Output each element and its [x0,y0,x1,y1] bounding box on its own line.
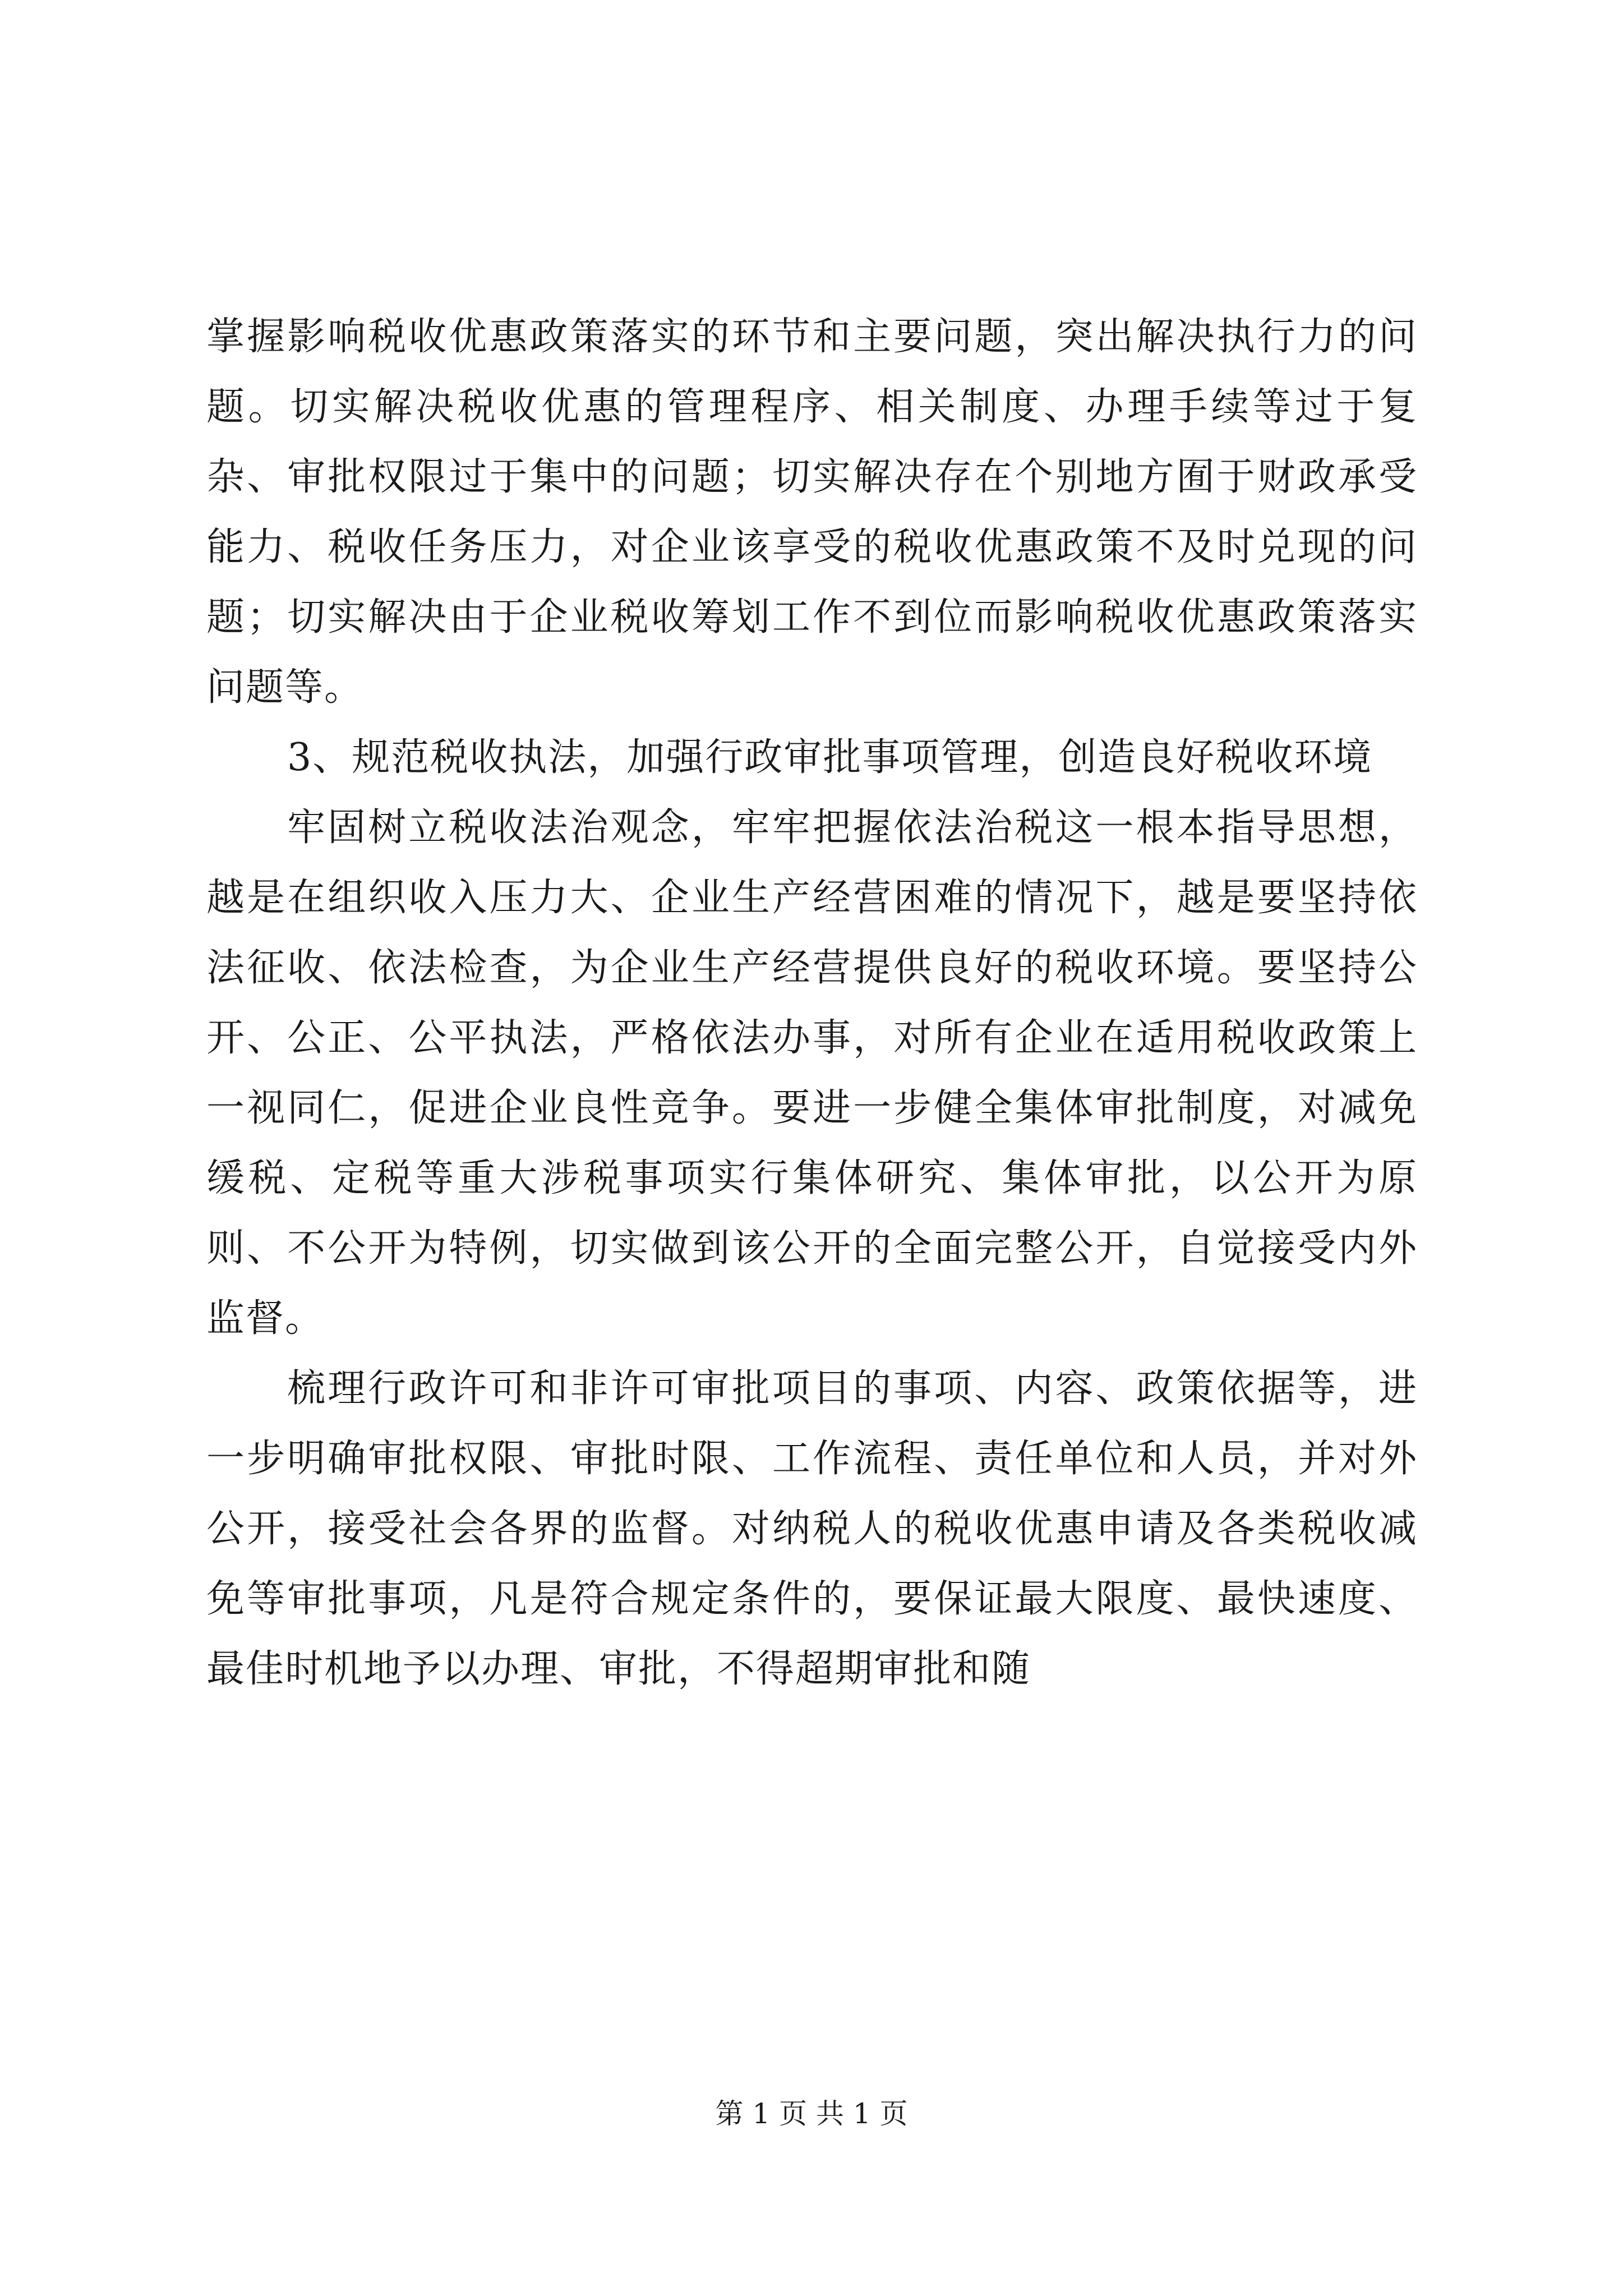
paragraph-continuation: 掌握影响税收优惠政策落实的环节和主要问题，突出解决执行力的问题。切实解决税收优惠的管理程序、相关制度、办理手续等过于复杂、审批权限过于集中的问题；切实解决存在个别地方囿于财政承受能力、税收任务压力，对企业该享受的税收优惠政策不及时兑现的问题；切实解决由于企业税收筹划工作不到位而影响税收优惠政策落实问题等。 [206,315,1418,710]
page-footer: 第 1 页 共 1 页 [715,2097,908,2130]
paragraph-tax-law: 牢固树立税收法治观念，牢牢把握依法治税这一根本指导思想，越是在组织收入压力大、企业生产经营困难的情况下，越是要坚持依法征收、依法检查，为企业生产经营提供良好的税收环境。要坚持公开、公正、公平执法，严格依法办事，对所有企业在适用税收政策上一视同仁，促进企业良性竞争。要进一步健全集体审批制度，对减免缓税、定税等重大涉税事项实行集体研究、集体审批，以公开为原则、不公开为特例，切实做到该公开的全面完整公开，自觉接受内外监督。 [206,806,1418,1341]
document-body [206,302,1418,1704]
paragraph-approval-items: 梳理行政许可和非许可审批项目的事项、内容、政策依据等，进一步明确审批权限、审批时限、工作流程、责任单位和人员，并对外公开，接受社会各界的监督。对纳税人的税收优惠申请及各类税收减免等审批事项，凡是符合规定条件的，要保证最大限度、最快速度、最佳时机地予以办理、审批，不得超期审批和随 [206,1366,1418,1691]
section-heading: 3、规范税收执法，加强行政审批事项管理，创造良好税收环境 [287,735,1373,780]
